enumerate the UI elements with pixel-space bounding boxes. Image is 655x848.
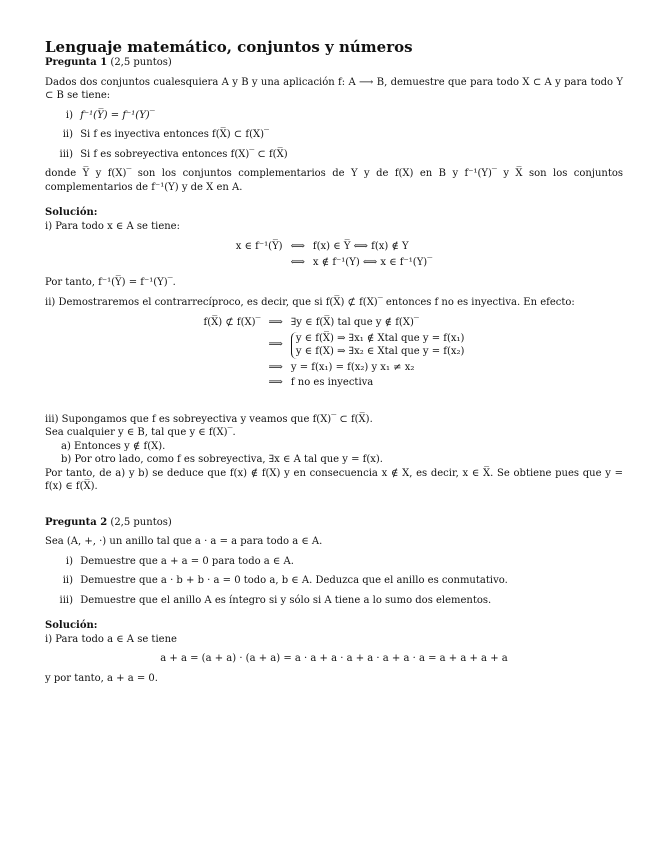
question-2-item [45, 594, 623, 608]
equation-operator: ⟺ [290, 241, 305, 252]
equation-row [200, 315, 469, 331]
solution-1-iii-conclusion: Por tanto, de a) y b) se deduce que f(x) ∉ f(X) y en consecuencia x ∉ X, es decir, x ∈ X̅. Se obtiene pues que y = f(x) ∈ f(X̅). [45, 467, 623, 492]
equation-lhs: x ∈ f⁻¹(Y̅) [235, 241, 283, 252]
equation-row [200, 331, 469, 360]
question-1-points: (2,5 puntos) [110, 57, 172, 68]
solution-2-i-equation: a + a = (a + a) · (a + a) = a · a + a · a + a · a + a · a = a + a + a + a [160, 653, 508, 664]
item-text: Si f es inyectiva entonces f(X̅) ⊂ f(X)‾ [80, 129, 269, 140]
page-title: Lenguaje matemático, conjuntos y números [45, 38, 413, 56]
equation-operator: ⟹ [268, 377, 283, 388]
solution-2-i-conclusion: y por tanto, a + a = 0. [45, 672, 158, 684]
item-label: iii) [59, 594, 73, 606]
equation-rhs: f(x) ∈ Y̅ ⟺ f(x) ∉ Y [312, 241, 409, 252]
equation-operator: ⟹ [268, 339, 283, 351]
question-2-label: Pregunta 2 [45, 516, 108, 528]
solution-2-heading: Solución: [45, 620, 98, 631]
item-label: i) [65, 555, 73, 567]
solution-1-i-equations [232, 239, 436, 270]
question-1-heading [45, 56, 623, 70]
item-text: f⁻¹(Y̅) = f⁻¹(Y)‾ [80, 109, 155, 121]
question-1-note: donde Y̅ y f(X)‾ son los conjuntos complementarios de Y y de f(X) en B y f⁻¹(Y)‾ y X̅ son los conjuntos complementarios de f⁻¹(Y) y de X en A. [45, 168, 623, 193]
question-2-item [45, 574, 623, 588]
item-text: Demuestre que a · b + b · a = 0 todo a, b ∈ A. Deduzca que el anillo es conmutativo. [80, 575, 508, 586]
equation-row [200, 375, 469, 391]
brace-line: y ∈ f(X) ⇒ ∃x₂ ∈ Xtal que y = f(x₂) [295, 346, 465, 357]
question-1-item [45, 128, 623, 142]
item-label: ii) [62, 575, 73, 586]
equation-operator: ⟹ [268, 317, 283, 328]
item-label: iii) [59, 148, 73, 160]
equation-rhs: f no es inyectiva [290, 377, 374, 388]
equation-row [200, 360, 469, 376]
question-1-statement: Dados dos conjuntos cualesquiera A y B y una aplicación f: A ⟶ B, demuestre que para todo X ⊂ A y para todo Y ⊂ B se tiene: [45, 76, 623, 101]
item-label: ii) [62, 129, 73, 140]
equation-operator: ⟺ [290, 256, 305, 268]
question-2-statement: Sea (A, +, ·) un anillo tal que a · a = a para todo a ∈ A. [45, 536, 323, 547]
equation-rhs: y = f(x₁) = f(x₂) y x₁ ≠ x₂ [290, 361, 415, 373]
equation-lhs [232, 255, 287, 271]
item-text: Demuestre que a + a = 0 para todo a ∈ A. [80, 555, 294, 567]
solution-1-ii-equations [200, 315, 469, 391]
question-2-points: (2,5 puntos) [110, 516, 172, 528]
solution-2-i-intro: i) Para todo a ∈ A se tiene [45, 633, 177, 645]
solution-1-iii-line: Sea cualquier y ∈ B, tal que y ∈ f(X)‾. [45, 427, 236, 438]
brace-group [291, 332, 465, 359]
item-text: Si f es sobreyectiva entonces f(X)‾ ⊂ f(X̅) [80, 148, 288, 160]
solution-1-i-conclusion: Por tanto, f⁻¹(Y̅) = f⁻¹(Y)‾. [45, 277, 176, 288]
brace-line: y ∈ f(X̅) ⇒ ∃x₁ ∉ Xtal que y = f(x₁) [295, 332, 465, 344]
question-2-item [45, 555, 623, 569]
question-1-item [45, 148, 623, 162]
equation-operator: ⟹ [268, 361, 283, 373]
solution-1-iii-intro: iii) Supongamos que f es sobreyectiva y veamos que f(X)‾ ⊂ f(X̅). [45, 413, 373, 425]
equation-rhs: x ∉ f⁻¹(Y) ⟺ x ∈ f⁻¹(Y)‾ [312, 256, 433, 268]
question-1-item [45, 109, 623, 123]
equation-row [232, 239, 436, 255]
question-2-heading [45, 516, 623, 530]
solution-1-i-intro: i) Para todo x ∈ A se tiene: [45, 220, 180, 232]
solution-1-ii-intro: ii) Demostraremos el contrarrecíproco, es decir, que si f(X̅) ⊄ f(X)‾ entonces f no es inyectiva. En efecto: [45, 296, 575, 308]
item-text: Demuestre que el anillo A es íntegro si y sólo si A tiene a lo sumo dos elementos. [80, 594, 492, 606]
equation-rhs: ∃y ∈ f(X̅) tal que y ∉ f(X)‾ [290, 317, 419, 328]
equation-row [232, 255, 436, 271]
question-1-label: Pregunta 1 [45, 57, 108, 68]
solution-1-iii-a: a) Entonces y ∉ f(X). [61, 440, 166, 452]
item-label: i) [65, 109, 73, 121]
solution-1-iii-b: b) Por otro lado, como f es sobreyectiva, ∃x ∈ A tal que y = f(x). [61, 454, 383, 465]
document-page [45, 38, 623, 685]
solution-1-heading: Solución: [45, 207, 98, 218]
equation-lhs: f(X̅) ⊄ f(X)‾ [203, 317, 261, 328]
